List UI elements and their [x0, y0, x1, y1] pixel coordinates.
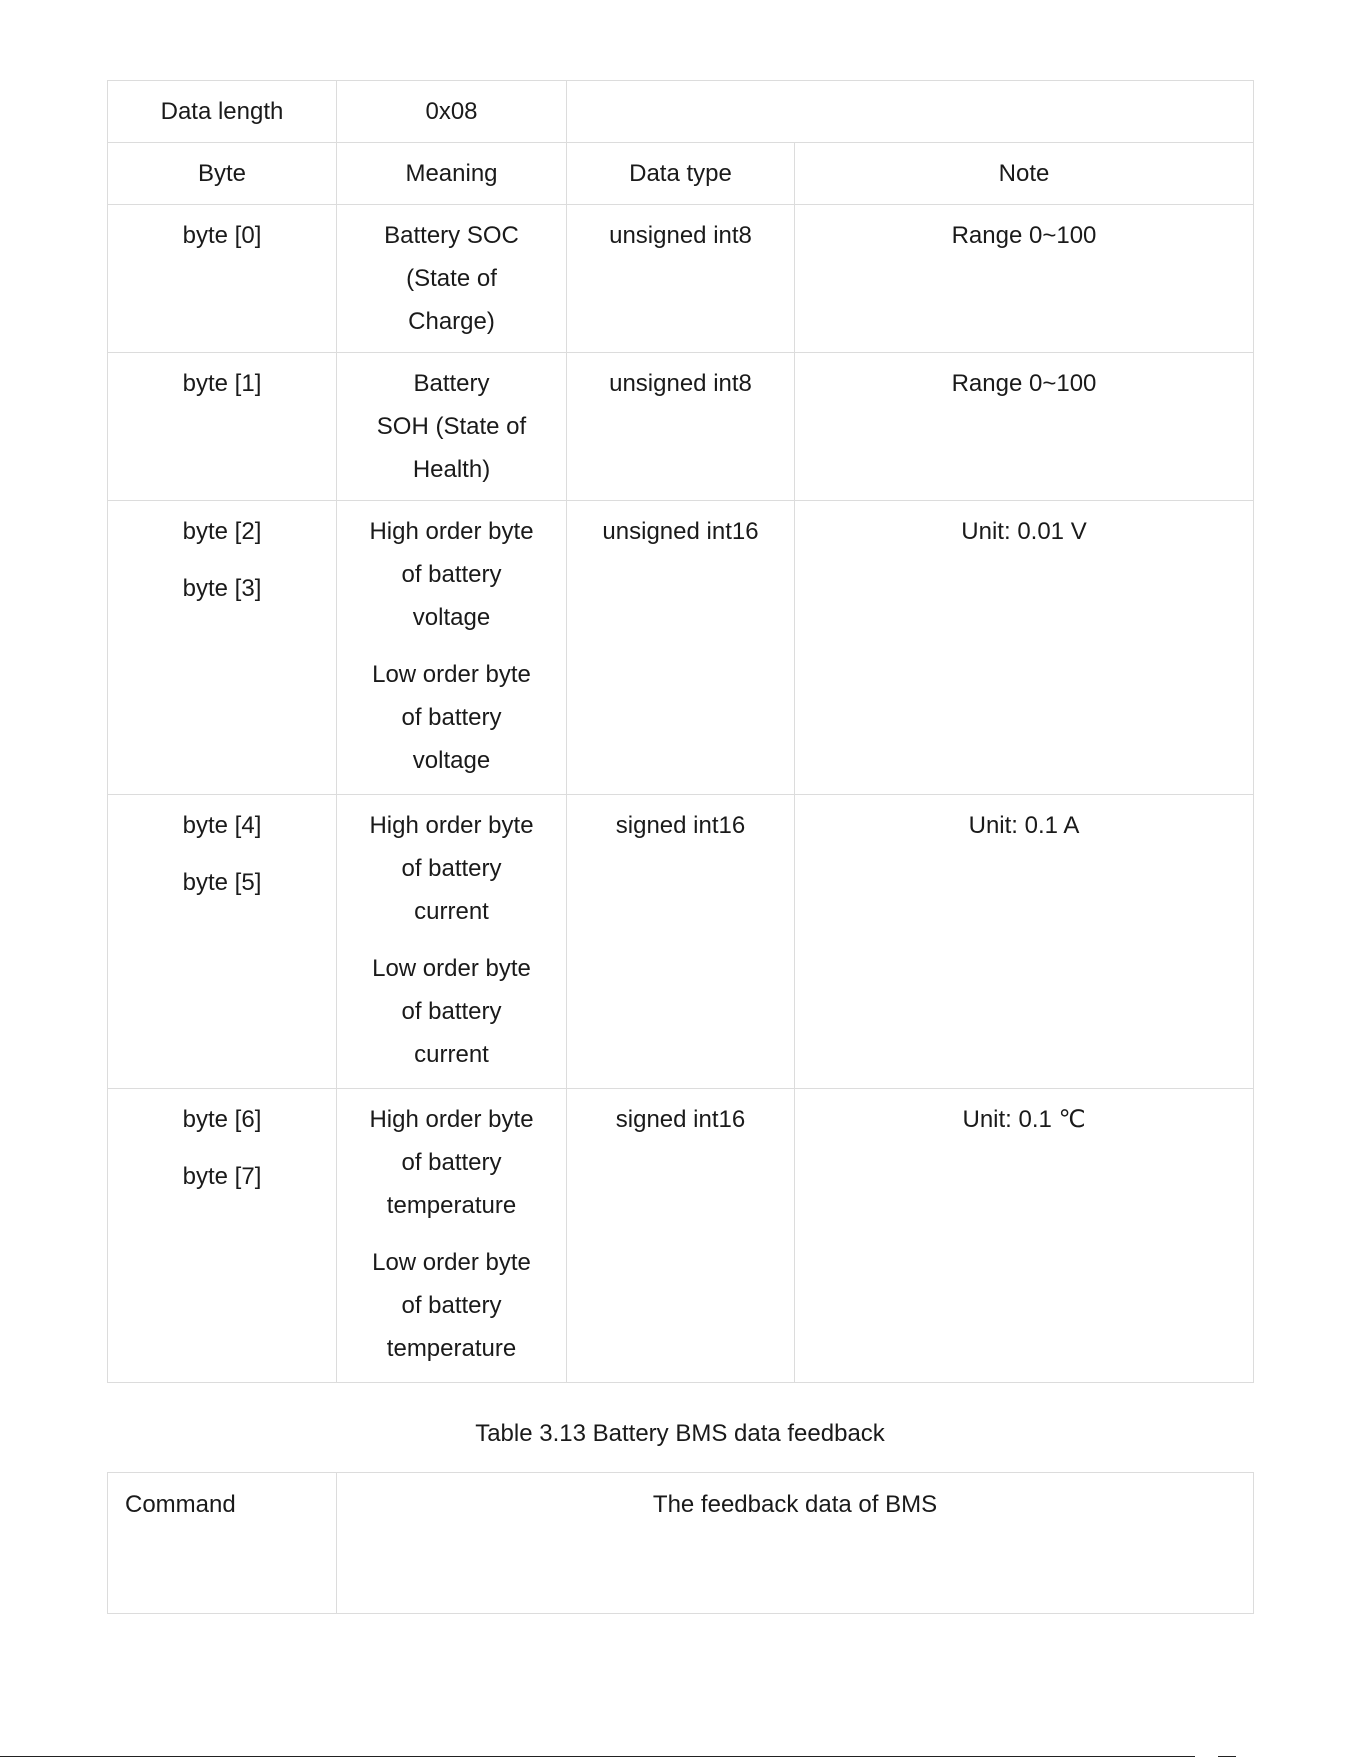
- byte-label: byte [2]: [182, 518, 262, 545]
- table-caption: Table 3.13 Battery BMS data feedback: [475, 1420, 885, 1447]
- meaning-text: Health): [412, 456, 491, 483]
- byte-label: byte [0]: [182, 222, 262, 249]
- byte-label: byte [6]: [182, 1106, 262, 1133]
- header-meaning: Meaning: [337, 143, 567, 205]
- footer-tick: [1218, 1756, 1236, 1757]
- header-row: [108, 143, 1254, 205]
- meaning-text: Battery: [413, 370, 490, 397]
- meaning-text: High order byte: [369, 812, 534, 839]
- footer-rule: [0, 1756, 1195, 1757]
- meaning-text: of battery: [401, 561, 502, 588]
- table-row: [108, 1089, 1254, 1383]
- meaning-group: [337, 804, 566, 933]
- byte-label: byte [5]: [182, 869, 262, 896]
- meaning-cell: [337, 353, 567, 501]
- table-row: [108, 205, 1254, 353]
- bms-feedback-table: [107, 80, 1254, 1383]
- data-type-cell: signed int16: [567, 1089, 795, 1383]
- meaning-text: of battery: [401, 855, 502, 882]
- table-row: [108, 795, 1254, 1089]
- command-value: The feedback data of BMS: [337, 1473, 1254, 1614]
- note-cell: Unit: 0.1 ℃: [795, 1089, 1254, 1383]
- meaning-group: [337, 362, 566, 491]
- data-length-label: Data length: [108, 81, 337, 143]
- meaning-cell: [337, 501, 567, 795]
- meaning-group: [337, 510, 566, 639]
- command-table: [107, 1472, 1254, 1614]
- byte-label: byte [4]: [182, 812, 262, 839]
- data-type-cell: unsigned int8: [567, 353, 795, 501]
- meaning-text: current: [414, 1041, 489, 1068]
- command-row: [108, 1473, 1254, 1614]
- table-row: [108, 353, 1254, 501]
- meaning-text: Battery SOC: [384, 222, 519, 249]
- note-cell: Unit: 0.01 V: [795, 501, 1254, 795]
- meaning-cell: [337, 1089, 567, 1383]
- meaning-cell: [337, 205, 567, 353]
- data-type-cell: unsigned int16: [567, 501, 795, 795]
- meaning-text: temperature: [386, 1335, 517, 1362]
- meaning-text: SOH (State of: [376, 413, 527, 440]
- header-byte: Byte: [108, 143, 337, 205]
- byte-cell: [108, 353, 337, 501]
- byte-label: byte [7]: [182, 1163, 262, 1190]
- meaning-text: of battery: [401, 704, 502, 731]
- data-length-empty-cell: [567, 81, 1254, 143]
- header-data-type: Data type: [567, 143, 795, 205]
- byte-cell: [108, 501, 337, 795]
- table-row: [108, 501, 1254, 795]
- meaning-text: voltage: [412, 604, 491, 631]
- meaning-group: [337, 653, 566, 782]
- meaning-group: [337, 214, 566, 343]
- note-cell: Range 0~100: [795, 353, 1254, 501]
- meaning-text: Low order byte: [372, 1249, 531, 1276]
- meaning-text: High order byte: [369, 518, 534, 545]
- meaning-text: Low order byte: [372, 955, 531, 982]
- meaning-text: Low order byte: [372, 661, 531, 688]
- data-type-cell: unsigned int8: [567, 205, 795, 353]
- meaning-group: [337, 1098, 566, 1227]
- byte-cell: [108, 795, 337, 1089]
- meaning-text: (State of: [406, 265, 497, 292]
- byte-label: byte [1]: [182, 370, 262, 397]
- note-cell: Unit: 0.1 A: [795, 795, 1254, 1089]
- meaning-text: voltage: [412, 747, 491, 774]
- byte-label: byte [3]: [182, 575, 262, 602]
- meaning-group: [337, 1241, 566, 1370]
- data-length-row: [108, 81, 1254, 143]
- meaning-text: Charge): [408, 308, 495, 335]
- meaning-text: of battery: [401, 1149, 502, 1176]
- data-type-cell: signed int16: [567, 795, 795, 1089]
- meaning-text: High order byte: [369, 1106, 534, 1133]
- meaning-text: of battery: [401, 1292, 502, 1319]
- meaning-text: of battery: [401, 998, 502, 1025]
- command-label: Command: [108, 1473, 337, 1614]
- byte-cell: [108, 1089, 337, 1383]
- byte-cell: [108, 205, 337, 353]
- note-cell: Range 0~100: [795, 205, 1254, 353]
- meaning-text: temperature: [386, 1192, 517, 1219]
- data-length-value: 0x08: [337, 81, 567, 143]
- meaning-text: current: [414, 898, 489, 925]
- meaning-group: [337, 947, 566, 1076]
- meaning-cell: [337, 795, 567, 1089]
- header-note: Note: [795, 143, 1254, 205]
